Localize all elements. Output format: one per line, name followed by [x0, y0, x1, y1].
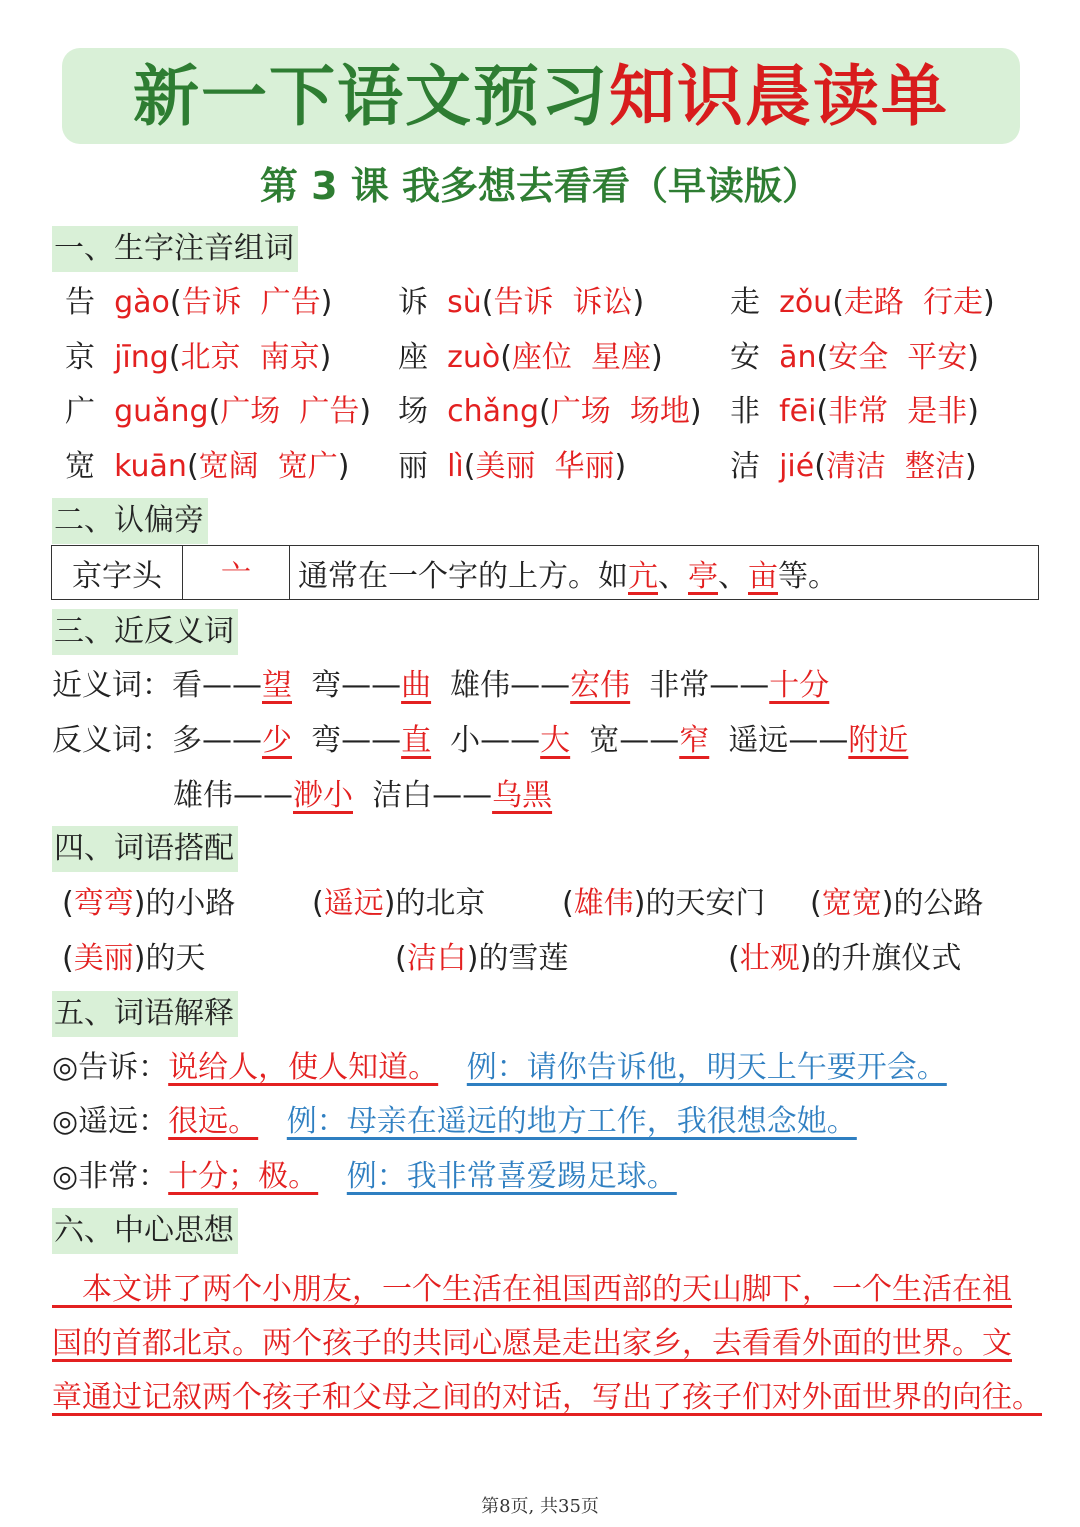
paren-close: ) — [967, 340, 979, 375]
word-b: 附近 — [848, 723, 909, 758]
page-footer: 第8页, 共35页 — [481, 1496, 599, 1517]
word-b: 直 — [401, 723, 432, 758]
explanation-word: ◎告诉： — [52, 1050, 169, 1085]
word-pair: 告诉 诉讼 — [493, 285, 633, 320]
character: 丽 — [398, 449, 428, 484]
paren-close: ) — [983, 285, 995, 320]
collocation-item: (雄伟)的天安门 — [562, 886, 766, 921]
character-entry — [65, 336, 331, 380]
title-part-green: 新一下语文预习 — [133, 57, 609, 135]
character-entry — [398, 445, 626, 489]
central-idea-line — [52, 1263, 1042, 1317]
word-b: 望 — [262, 668, 292, 703]
main-title — [62, 52, 1020, 140]
collocation-noun: 的公路 — [893, 886, 984, 921]
central-idea-line — [52, 1371, 1042, 1425]
radical-symbol: 亠 — [183, 546, 290, 600]
paren-open: ( — [463, 449, 476, 484]
pinyin: zuò — [447, 340, 501, 375]
word-b: 曲 — [401, 668, 432, 703]
collocation-adj: 弯弯 — [73, 886, 134, 921]
word-a: 非常 — [649, 668, 710, 703]
paren-close: ) — [967, 394, 979, 429]
paren-open: ( — [186, 449, 199, 484]
paren-close: ) — [337, 449, 350, 484]
radical-desc-prefix: 通常在一个字的上方。如 — [298, 558, 628, 594]
dash: —— — [619, 723, 680, 758]
word-a: 遥远 — [728, 723, 789, 758]
dash: —— — [788, 723, 849, 758]
word-pair: 走路 行走 — [843, 285, 983, 320]
central-idea-text: 章通过记叙两个孩子和父母之间的对话，写出了孩子们对外面世界的向往。 — [52, 1380, 1042, 1415]
collocation-noun: 的天安门 — [645, 886, 766, 921]
radical-example: 亭 — [688, 558, 718, 594]
character-entry — [65, 445, 349, 489]
paren-open: ( — [816, 340, 829, 375]
explanation-word: ◎遥远： — [52, 1104, 169, 1139]
central-idea-paragraph — [52, 1263, 1042, 1425]
antonym-row — [52, 719, 908, 763]
word-pair: 清洁 整洁 — [825, 449, 966, 484]
title-part-red: 知识晨读单 — [609, 57, 949, 135]
radical-sep: 、 — [718, 558, 748, 594]
collocation-item: (遥远)的北京 — [312, 886, 486, 921]
collocation-adj: 壮观 — [739, 941, 800, 976]
section-heading-central-idea: 六、中心思想 — [52, 1208, 238, 1254]
synonym-label: 近义词： — [52, 668, 172, 703]
character-entry — [730, 445, 977, 489]
radical-example: 亩 — [748, 558, 778, 594]
character-entry — [65, 281, 332, 325]
paren-close: ) — [632, 285, 645, 320]
dash: —— — [202, 668, 262, 703]
character: 安 — [730, 340, 760, 375]
radical-example: 亢 — [628, 558, 658, 594]
radical-sep: 、 — [658, 558, 688, 594]
paren-open: ( — [539, 394, 551, 429]
character: 洁 — [730, 449, 760, 484]
paren-close: ) — [651, 340, 663, 375]
section-heading-synonyms: 三、近反义词 — [52, 609, 238, 655]
radical-name: 京字头 — [52, 546, 183, 600]
collocation-item: (洁白)的雪莲 — [395, 941, 569, 976]
collocation-adj: 洁白 — [406, 941, 467, 976]
word-pair: 美丽 华丽 — [475, 449, 615, 484]
explanation-word: ◎非常： — [52, 1159, 169, 1194]
character-entry — [730, 281, 995, 325]
explanation-example: 例：请你告诉他，明天上午要开会。 — [466, 1050, 947, 1085]
character: 场 — [398, 394, 428, 429]
paren-open: ( — [208, 394, 221, 429]
word-a: 宽 — [589, 723, 620, 758]
collocation-item: (美丽)的天 — [62, 941, 206, 976]
character: 广 — [65, 394, 95, 429]
character-entry — [730, 390, 979, 434]
paren-open: ( — [500, 340, 512, 375]
explanation-item — [52, 1046, 947, 1090]
dash: —— — [709, 668, 770, 703]
radical-description — [290, 546, 1039, 600]
paren-close: ) — [689, 394, 702, 429]
word-pair: 北京 南京 — [180, 340, 320, 375]
collocation-noun: 的升旗仪式 — [811, 941, 962, 976]
collocation-adj: 美丽 — [73, 941, 134, 976]
collocation-item: (弯弯)的小路 — [62, 886, 236, 921]
paren-close: ) — [965, 449, 977, 484]
antonym-row-2 — [173, 774, 552, 818]
explanation-meaning: 十分；极。 — [168, 1159, 319, 1194]
paren-open: ( — [168, 340, 181, 375]
character-entry — [65, 390, 371, 434]
paren-open: ( — [481, 285, 494, 320]
collocation-adj: 遥远 — [323, 886, 384, 921]
word-b: 少 — [262, 723, 292, 758]
character: 座 — [398, 340, 428, 375]
pinyin: kuān — [114, 449, 187, 484]
dash: —— — [202, 723, 262, 758]
word-a: 雄伟 — [450, 668, 511, 703]
pinyin: jīng — [114, 340, 169, 375]
word-a: 洁白 — [372, 778, 433, 813]
central-idea-line — [52, 1317, 1042, 1371]
radical-desc-suffix: 等。 — [778, 558, 838, 594]
word-b: 乌黑 — [492, 778, 553, 813]
explanation-item — [52, 1155, 677, 1199]
explanation-meaning: 很远。 — [168, 1104, 259, 1139]
section-heading-characters: 一、生字注音组词 — [52, 226, 298, 272]
word-a: 小 — [450, 723, 481, 758]
word-a: 多 — [172, 723, 202, 758]
word-pair: 非常 是非 — [828, 394, 968, 429]
character-entry — [398, 390, 702, 434]
pinyin: jié — [779, 449, 815, 484]
collocation-adj: 雄伟 — [573, 886, 634, 921]
character: 非 — [730, 394, 760, 429]
paren-open: ( — [816, 394, 829, 429]
collocation-noun: 的天 — [145, 941, 206, 976]
character: 宽 — [65, 449, 95, 484]
explanation-meaning: 说给人，使人知道。 — [168, 1050, 439, 1085]
word-pair: 广场 场地 — [550, 394, 690, 429]
collocation-item: (宽宽)的公路 — [810, 886, 984, 921]
paren-open: ( — [832, 285, 844, 320]
word-pair: 广场 广告 — [220, 394, 360, 429]
word-b: 窄 — [679, 723, 710, 758]
central-idea-text: 国的首都北京。两个孩子的共同心愿是走出家乡，去看看外面的世界。文 — [52, 1326, 1012, 1361]
synonym-row — [52, 664, 829, 708]
word-pair: 安全 平安 — [828, 340, 968, 375]
dash: —— — [510, 668, 571, 703]
explanation-example: 例：母亲在遥远的地方工作，我很想念她。 — [286, 1104, 857, 1139]
paren-close: ) — [614, 449, 627, 484]
word-a: 弯 — [311, 668, 342, 703]
character-entry — [730, 336, 979, 380]
pinyin: chǎng — [447, 394, 540, 429]
character: 走 — [730, 285, 760, 320]
paren-open: ( — [814, 449, 826, 484]
word-a: 弯 — [311, 723, 342, 758]
section-heading-collocations: 四、词语搭配 — [52, 826, 238, 872]
word-b: 宏伟 — [570, 668, 631, 703]
paren-open: ( — [169, 285, 182, 320]
pinyin: lì — [447, 449, 464, 484]
collocation-item: (壮观)的升旗仪式 — [728, 941, 962, 976]
character: 京 — [65, 340, 95, 375]
word-b: 渺小 — [293, 778, 353, 813]
pinyin: guǎng — [114, 394, 209, 429]
collocation-noun: 的北京 — [395, 886, 486, 921]
word-b: 大 — [540, 723, 571, 758]
dash: —— — [233, 778, 293, 813]
word-a: 看 — [172, 668, 202, 703]
paren-close: ) — [320, 285, 333, 320]
word-b: 十分 — [769, 668, 830, 703]
collocation-noun: 的小路 — [145, 886, 236, 921]
dash: —— — [480, 723, 541, 758]
pinyin: ān — [779, 340, 817, 375]
explanation-example: 例：我非常喜爱踢足球。 — [346, 1159, 677, 1194]
dash: —— — [341, 668, 402, 703]
explanation-item — [52, 1100, 857, 1144]
character-entry — [398, 281, 644, 325]
character-entry — [398, 336, 663, 380]
collocation-adj: 宽宽 — [821, 886, 882, 921]
dash: —— — [341, 723, 402, 758]
word-pair: 告诉 广告 — [181, 285, 321, 320]
antonym-label: 反义词： — [52, 723, 172, 758]
section-heading-explanations: 五、词语解释 — [52, 991, 238, 1037]
word-pair: 宽阔 宽广 — [198, 449, 338, 484]
word-pair: 座位 星座 — [511, 340, 651, 375]
word-a: 雄伟 — [173, 778, 233, 813]
collocation-noun: 的雪莲 — [478, 941, 569, 976]
central-idea-text: 本文讲了两个小朋友，一个生活在祖国西部的天山脚下，一个生活在祖 — [52, 1272, 1012, 1307]
lesson-subtitle: 第 3 课 我多想去看看（早读版） — [259, 164, 821, 208]
dash: —— — [432, 778, 493, 813]
pinyin: sù — [447, 285, 482, 320]
pinyin: gào — [114, 285, 170, 320]
section-heading-radicals: 二、认偏旁 — [52, 498, 208, 544]
character: 诉 — [398, 285, 428, 320]
radical-table — [51, 545, 1039, 600]
character: 告 — [65, 285, 95, 320]
pinyin: zǒu — [779, 285, 833, 320]
paren-close: ) — [319, 340, 332, 375]
paren-close: ) — [359, 394, 372, 429]
pinyin: fēi — [779, 394, 817, 429]
